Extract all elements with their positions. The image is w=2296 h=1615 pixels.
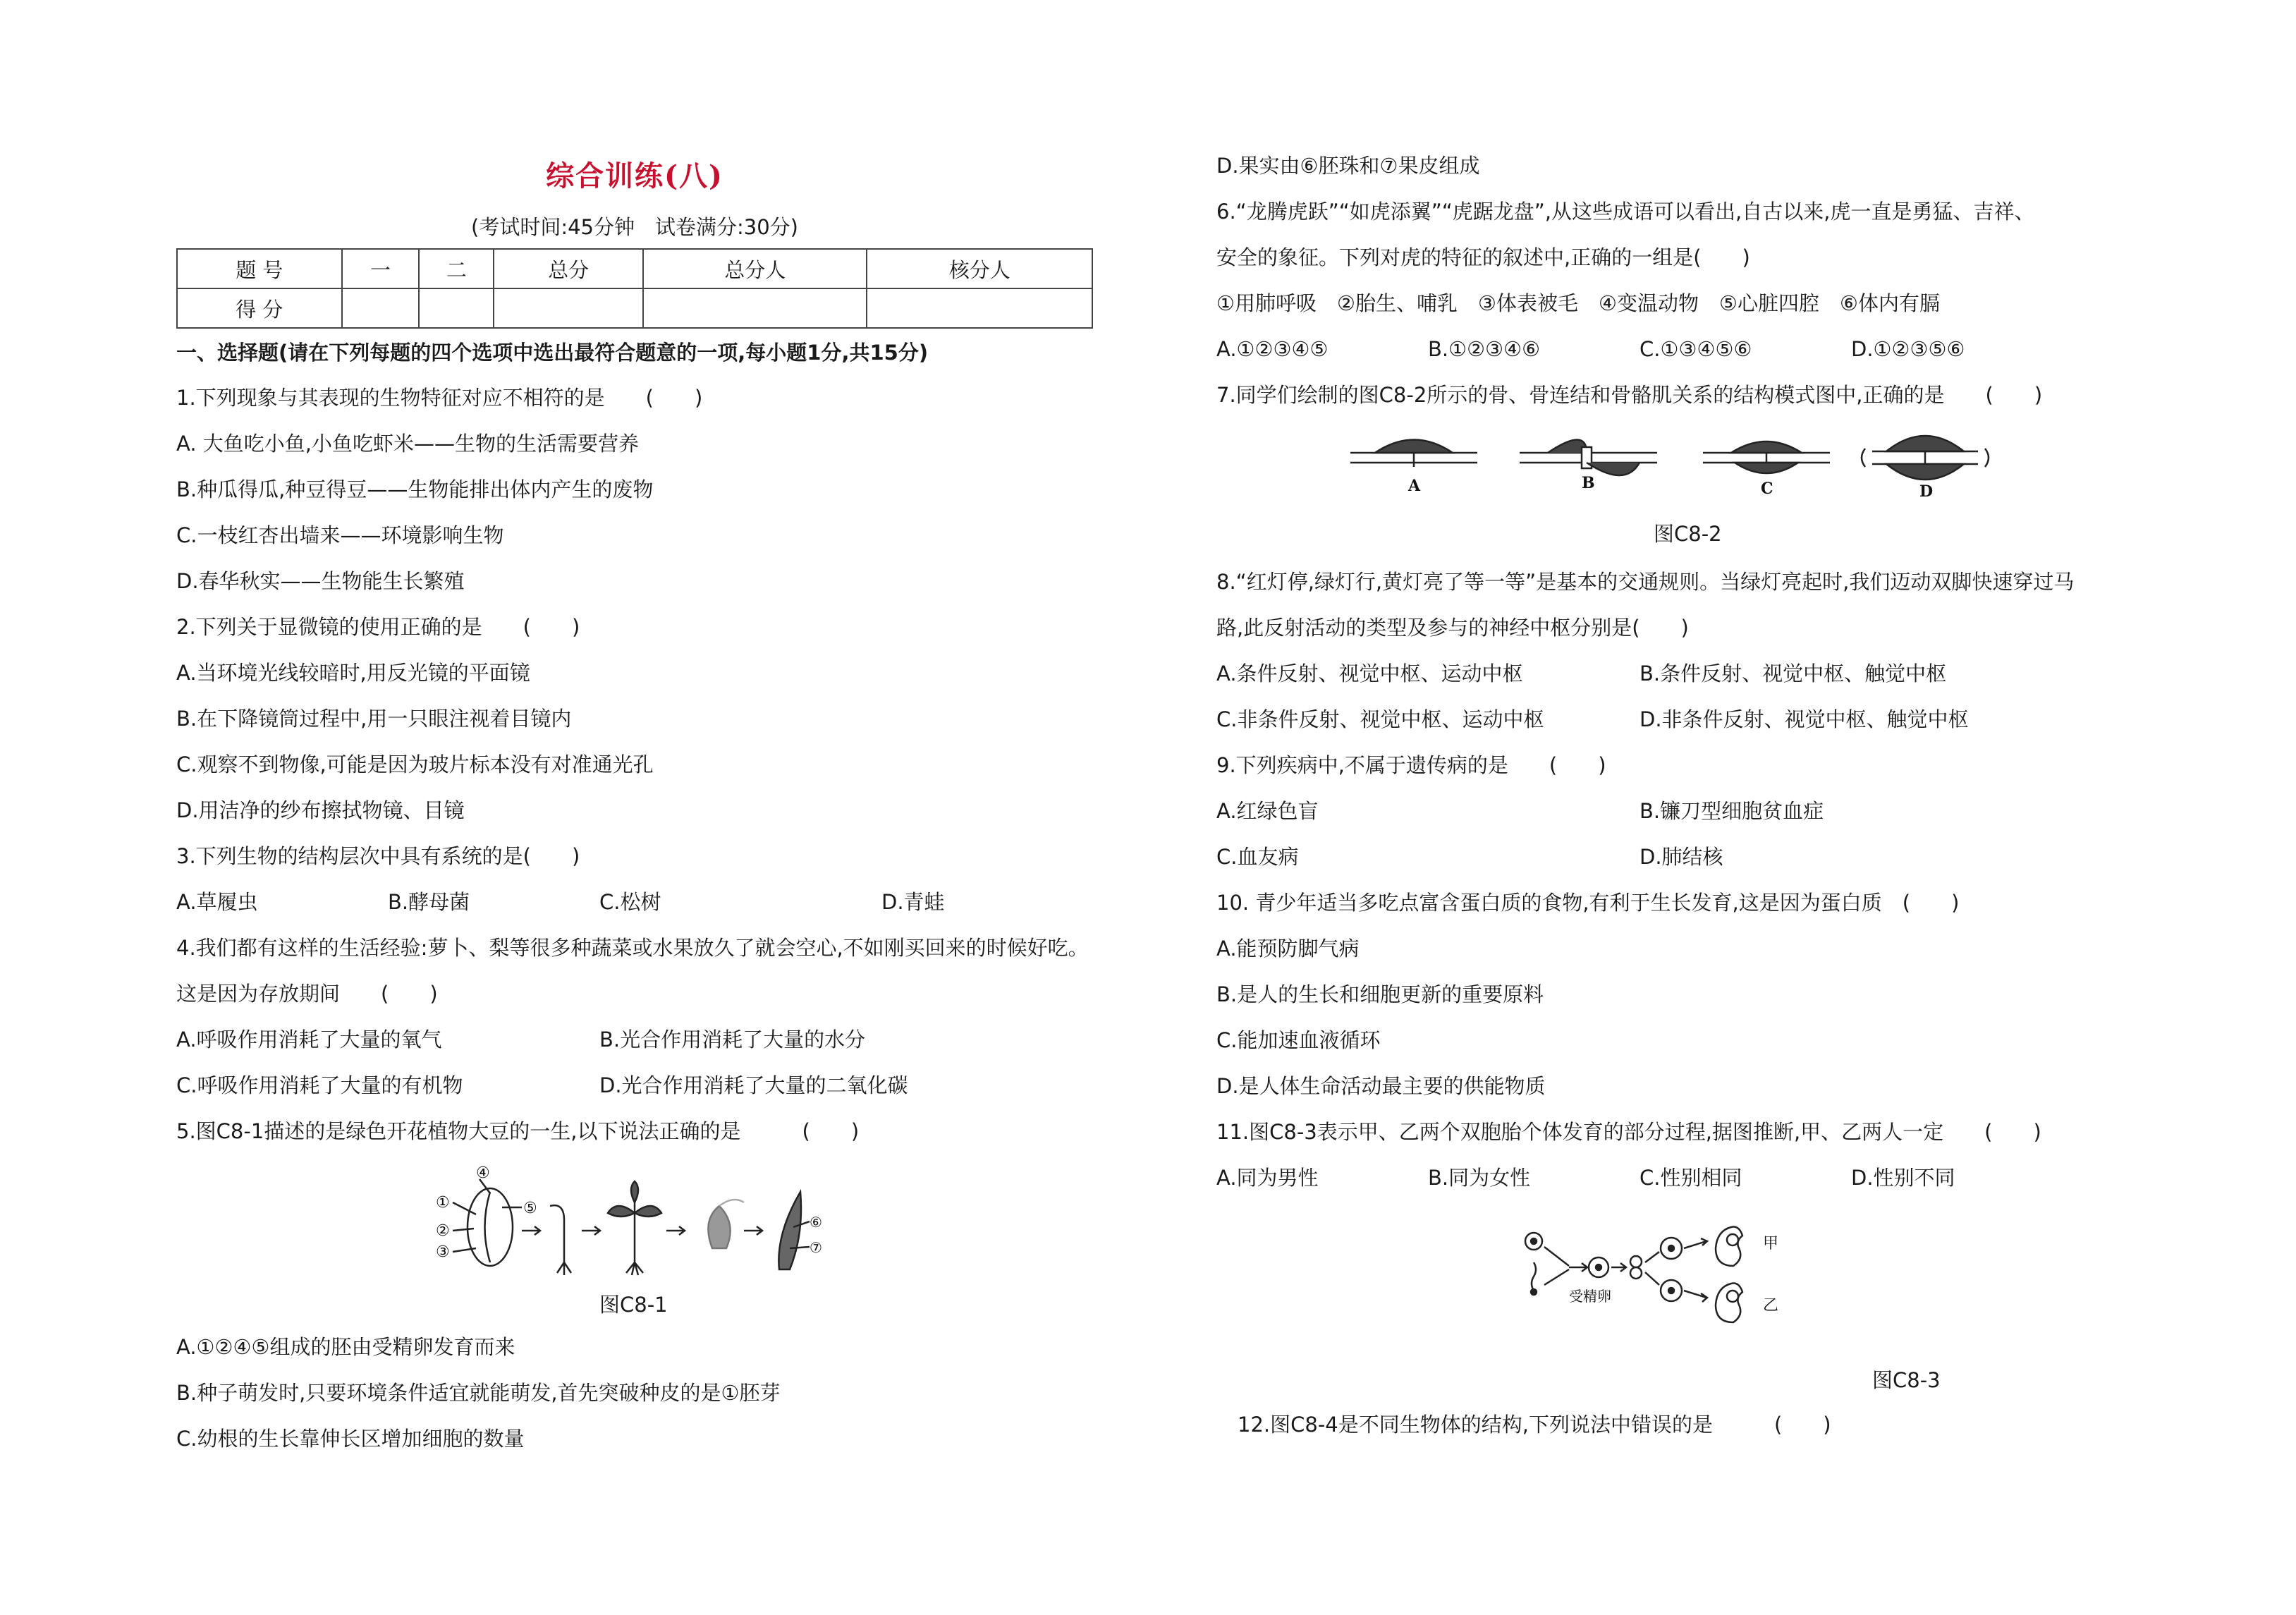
question-stem: 路,此反射活动的类型及参与的神经中枢分别是( )	[1216, 616, 1689, 640]
option-d: D.肺结核	[1639, 845, 1723, 869]
option-b: B.条件反射、视觉中枢、触觉中枢	[1639, 662, 1947, 685]
table-cell: 总分人	[643, 249, 867, 288]
option-a: A.①②④⑤组成的胚由受精卵发育而来	[176, 1335, 515, 1359]
option-d: D.春华秋实——生物能生长繁殖	[176, 569, 465, 593]
muscle-c	[1731, 441, 1802, 453]
table-row	[177, 288, 1092, 328]
table-cell: 题 号	[177, 249, 342, 288]
label-2: ②	[436, 1222, 450, 1240]
option-d: D.非条件反射、视觉中枢、触觉中枢	[1639, 707, 1969, 731]
option-d: D.青蛙	[881, 890, 945, 914]
option-a: A.草履虫	[176, 890, 258, 914]
label-a: A	[1408, 477, 1421, 495]
question-stem: 1.下列现象与其表现的生物特征对应不相符的是 ( )	[176, 386, 703, 410]
option-d: D.是人体生命活动最主要的供能物质	[1216, 1074, 1546, 1098]
option-b: B.光合作用消耗了大量的水分	[599, 1028, 866, 1052]
muscle-d	[1886, 436, 1964, 451]
score-input-cell[interactable]	[643, 288, 867, 328]
sperm-cell	[1532, 1262, 1536, 1291]
seed-inner	[485, 1192, 491, 1262]
table-row	[177, 249, 1092, 288]
label-b: B	[1582, 474, 1595, 492]
question-stem: 11.图C8-3表示甲、乙两个双胞胎个体发育的部分过程,据图推断,甲、乙两人一定 ( )	[1216, 1120, 2041, 1144]
bone-muscle-figure	[1343, 423, 1992, 501]
option-c: C.①③④⑤⑥	[1639, 337, 1752, 361]
question-stem: 10. 青少年适当多吃点富含蛋白质的食物,有利于生长发育,这是因为蛋白质 ( )	[1216, 891, 1960, 915]
question-stem: 7.同学们绘制的图C8-2所示的骨、骨连结和骨骼肌关系的结构模式图中,正确的是 ( )	[1216, 383, 2043, 407]
option-b: B.酵母菌	[388, 890, 470, 914]
question-stem: 安全的象征。下列对虎的特征的叙述中,正确的一组是( )	[1216, 245, 1750, 269]
question-stem: 6.“龙腾虎跃”“如虎添翼”“虎踞龙盘”,从这些成语可以看出,自古以来,虎一直是勇猛、吉祥、	[1216, 200, 2035, 224]
option-c: C.非条件反射、视觉中枢、运动中枢	[1216, 707, 1544, 731]
label-6: ⑥	[810, 1214, 822, 1231]
option-a: A.①②③④⑤	[1216, 337, 1329, 361]
figure-caption: 图C8-3	[1872, 1368, 1941, 1392]
option-b: B.是人的生长和细胞更新的重要原料	[1216, 982, 1544, 1006]
seedling-shape	[550, 1205, 564, 1262]
option-c: C.能加速血液循环	[1216, 1028, 1381, 1052]
score-input-cell[interactable]	[419, 288, 494, 328]
option-a: A.呼吸作用消耗了大量的氧气	[176, 1028, 442, 1052]
option-b: B.种子萌发时,只要环境条件适宜就能萌发,首先突破种皮的是①胚芽	[176, 1381, 781, 1405]
fetus-yi	[1716, 1284, 1742, 1323]
option-d: D.①②③⑤⑥	[1851, 337, 1965, 361]
muscle-a	[1375, 440, 1453, 453]
score-input-cell[interactable]	[342, 288, 420, 328]
two-cell-stage	[1630, 1256, 1642, 1267]
score-input-cell[interactable]	[494, 288, 643, 328]
seed-shape	[468, 1188, 513, 1266]
fetus-jia	[1716, 1227, 1742, 1267]
question-stem: 2.下列关于显微镜的使用正确的是 ( )	[176, 615, 580, 639]
label-4: ④	[476, 1164, 490, 1182]
section-heading: 一、选择题(请在下列每题的四个选项中选出最符合题意的一项,每小题1分,共15分)	[176, 341, 929, 365]
item-list: ①用肺呼吸 ②胎生、哺乳 ③体表被毛 ④变温动物 ⑤心脏四腔 ⑥体内有膈	[1216, 291, 1940, 315]
figure-caption: 图C8-2	[1654, 522, 1722, 546]
label-1: ①	[436, 1194, 450, 1212]
option-c: C.血友病	[1216, 845, 1299, 869]
option-c: C.幼根的生长靠伸长区增加细胞的数量	[176, 1427, 525, 1451]
score-table	[176, 248, 1093, 329]
soybean-lifecycle-figure	[423, 1164, 822, 1276]
option-a: A.条件反射、视觉中枢、运动中枢	[1216, 662, 1523, 685]
label-5: ⑤	[523, 1200, 537, 1217]
label-7: ⑦	[810, 1239, 822, 1256]
exam-info: (考试时间:45分钟 试卷满分:30分)	[471, 215, 798, 239]
pod-shape	[778, 1192, 801, 1269]
label-c: C	[1761, 480, 1773, 498]
option-c: C.观察不到物像,可能是因为玻片标本没有对准通光孔	[176, 752, 654, 776]
flower-shape	[708, 1206, 730, 1248]
table-cell: 一	[342, 249, 420, 288]
option-b: B.镰刀型细胞贫血症	[1639, 799, 1824, 823]
option-a: A.同为男性	[1216, 1166, 1319, 1190]
label-d: D	[1919, 482, 1934, 501]
label-3: ③	[436, 1243, 450, 1261]
option-d: D.性别不同	[1851, 1166, 1955, 1190]
option-b: B.①②③④⑥	[1428, 337, 1541, 361]
option-d: D.果实由⑥胚珠和⑦果皮组成	[1216, 154, 1480, 178]
option-a: A. 大鱼吃小鱼,小鱼吃虾米——生物的生活需要营养	[176, 432, 639, 456]
question-stem: 9.下列疾病中,不属于遗传病的是 ( )	[1216, 753, 1606, 777]
question-stem: 这是因为存放期间 ( )	[176, 982, 438, 1006]
option-a: A.能预防脚气病	[1216, 937, 1360, 961]
jia-label: 甲	[1763, 1235, 1779, 1253]
option-a: A.当环境光线较暗时,用反光镜的平面镜	[176, 661, 530, 685]
question-stem: 8.“红灯停,绿灯行,黄灯亮了等一等”是基本的交通规则。当绿灯亮起时,我们迈动双脚快速穿过马	[1216, 570, 2075, 594]
question-stem: 4.我们都有这样的生活经验:萝卜、梨等很多种蔬菜或水果放久了就会空心,不如刚买回来的时候好吃。	[176, 936, 1089, 960]
option-d: D.光合作用消耗了大量的二氧化碳	[599, 1073, 908, 1097]
option-c: C.一枝红杏出墙来——环境影响生物	[176, 523, 504, 547]
option-c: C.呼吸作用消耗了大量的有机物	[176, 1073, 463, 1097]
twins-development-figure	[1520, 1220, 1816, 1347]
figure-caption: 图C8-1	[599, 1293, 668, 1317]
table-cell: 总分	[494, 249, 643, 288]
table-cell: 核分人	[867, 249, 1092, 288]
table-cell: 二	[419, 249, 494, 288]
yi-label: 乙	[1763, 1297, 1779, 1315]
option-a: A.红绿色盲	[1216, 799, 1319, 823]
question-stem: 3.下列生物的结构层次中具有系统的是( )	[176, 844, 580, 868]
score-input-cell[interactable]	[867, 288, 1092, 328]
option-b: B.在下降镜筒过程中,用一只眼注视着目镜内	[176, 707, 572, 731]
zygote-label: 受精卵	[1569, 1288, 1611, 1305]
option-b: B.同为女性	[1428, 1166, 1531, 1190]
table-cell: 得 分	[177, 288, 342, 328]
question-stem: 5.图C8-1描述的是绿色开花植物大豆的一生,以下说法正确的是 ( )	[176, 1119, 860, 1143]
page-title: 综合训练(八)	[546, 159, 723, 193]
option-d: D.用洁净的纱布擦拭物镜、目镜	[176, 798, 465, 822]
question-stem: 12.图C8-4是不同生物体的结构,下列说法中错误的是 ( )	[1238, 1413, 1831, 1437]
option-b: B.种瓜得瓜,种豆得豆——生物能排出体内产生的废物	[176, 477, 654, 501]
option-c: C.松树	[599, 890, 661, 914]
option-c: C.性别相同	[1639, 1166, 1742, 1190]
